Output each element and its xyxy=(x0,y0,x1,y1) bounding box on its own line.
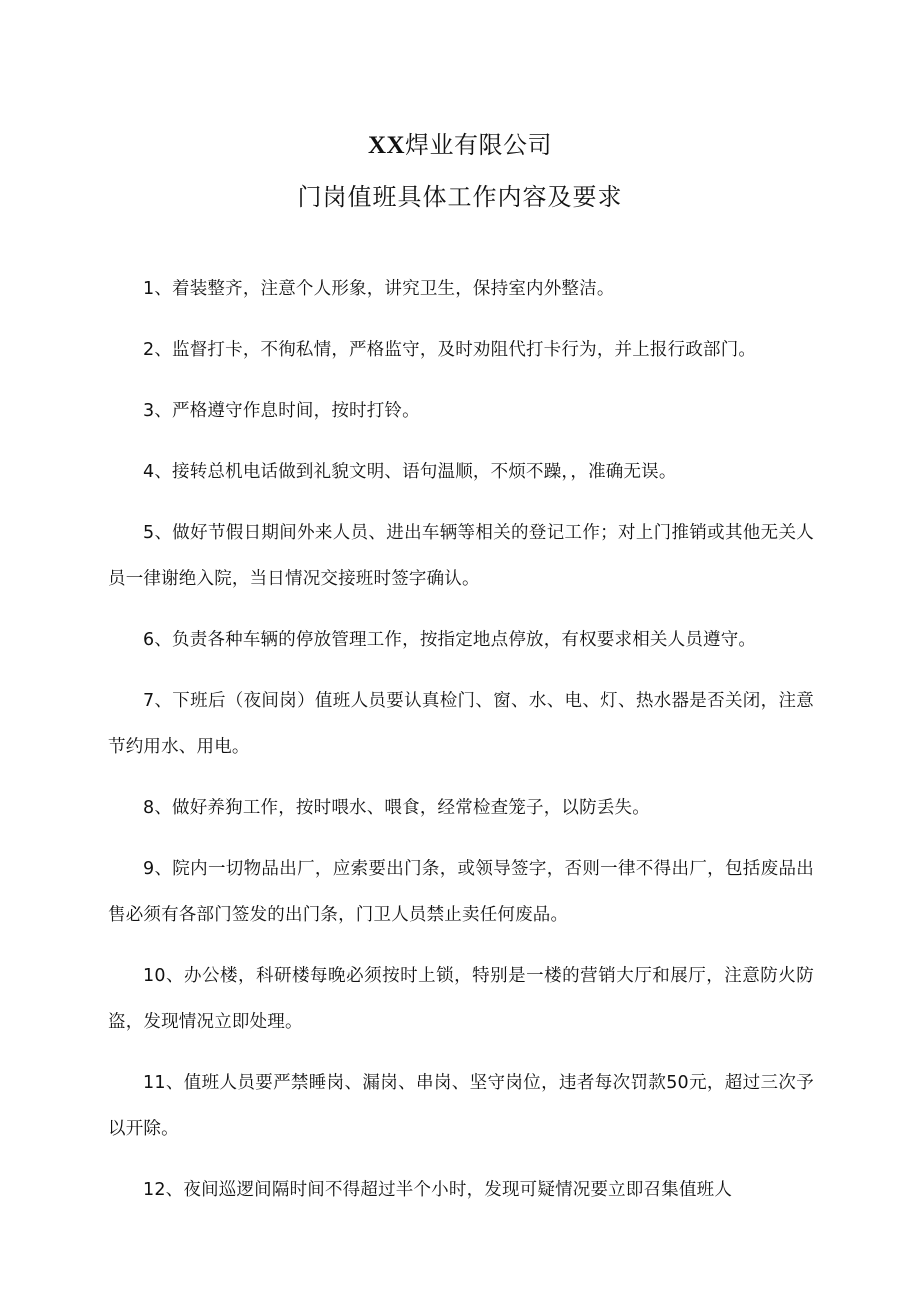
company-title xyxy=(0,126,920,164)
company-title-prefix: XX xyxy=(367,132,406,159)
paragraph-6: 6、负责各种车辆的停放管理工作，按指定地点停放，有权要求相关人员遵守。 xyxy=(143,630,757,650)
document-body xyxy=(108,266,814,1228)
paragraph-3: 3、严格遵守作息时间，按时打铃。 xyxy=(143,401,420,421)
paragraph-12: 12、夜间巡逻间隔时间不得超过半个小时，发现可疑情况要立即召集值班人 xyxy=(143,1180,733,1200)
paragraph-5: 5、做好节假日期间外来人员、进出车辆等相关的登记工作；对上门推销或其他无关人员一律谢绝入院，当日情况交接班时签字确认。 xyxy=(108,523,814,589)
paragraph-2: 2、监督打卡，不徇私情，严格监守，及时劝阻代打卡行为，并上报行政部门。 xyxy=(143,340,757,360)
paragraph-8: 8、做好养狗工作，按时喂水、喂食，经常检查笼子，以防丢失。 xyxy=(143,798,650,818)
paragraph-4: 4、接转总机电话做到礼貌文明、语句温顺，不烦不躁，，准确无误。 xyxy=(143,462,677,482)
paragraph-11: 11、值班人员要严禁睡岗、漏岗、串岗、坚守岗位，违者每次罚款50元，超过三次予以开除。 xyxy=(108,1073,814,1139)
title-block xyxy=(0,126,920,216)
paragraph-10: 10、办公楼，科研楼每晚必须按时上锁，特别是一楼的营销大厅和展厅，注意防火防盗，发现情况立即处理。 xyxy=(108,966,814,1032)
paragraph-1: 1、着装整齐，注意个人形象，讲究卫生，保持室内外整洁。 xyxy=(143,279,615,299)
paragraph-7: 7、下班后（夜间岗）值班人员要认真检门、窗、水、电、灯、热水器是否关闭，注意节约用水、用电。 xyxy=(108,691,814,757)
document-subtitle: 门岗值班具体工作内容及要求 xyxy=(297,183,623,211)
company-title-suffix: 焊业有限公司 xyxy=(405,131,553,159)
paragraph-9: 9、院内一切物品出厂，应索要出门条，或领导签字，否则一律不得出厂，包括废品出售必须有各部门签发的出门条，门卫人员禁止卖任何废品。 xyxy=(108,859,814,925)
